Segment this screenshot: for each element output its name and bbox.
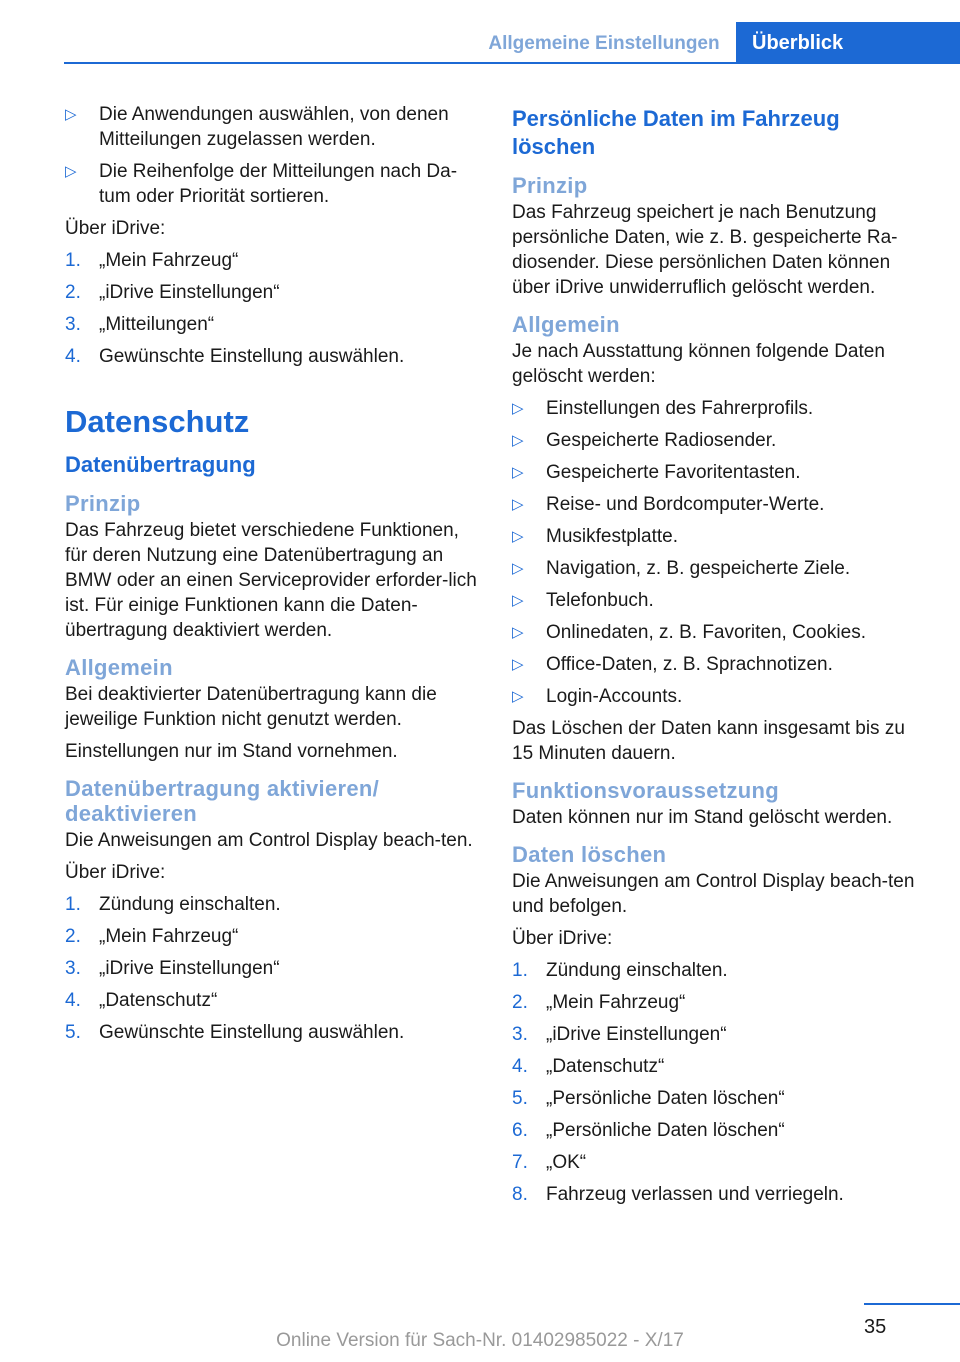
triangle-bullet-icon: ▷ — [512, 432, 524, 449]
header-section-title: Allgemeine Einstellungen — [488, 33, 720, 54]
triangle-bullet-icon: ▷ — [512, 464, 524, 481]
list-item: 1. Zündung einschalten. — [512, 960, 728, 981]
triangle-bullet-icon: ▷ — [512, 528, 524, 545]
footer-rule — [864, 1303, 960, 1305]
list-item: 5. Gewünschte Einstellung auswählen. — [65, 1022, 405, 1043]
prinzip-text: Das Fahrzeug bietet verschiedene Funktionen, für deren Nutzung eine Datenübertragung an BMW oder an einen Serviceprovider erforder-lich ist. Für einige Funktionen kann die Daten-übertragung deaktiviert werden. — [65, 520, 477, 641]
triangle-bullet-icon: ▷ — [512, 400, 524, 417]
heading-prinzip: Prinzip — [512, 173, 588, 198]
idrive-label: Über iDrive: — [65, 218, 166, 239]
list-item: 2. „iDrive Einstellungen“ — [65, 282, 280, 303]
list-item: ▷ Login-Accounts. — [512, 686, 683, 707]
list-item: 2. „Mein Fahrzeug“ — [512, 992, 686, 1013]
list-item: ▷ Telefonbuch. — [512, 590, 654, 611]
list-item: 3. „iDrive Einstellungen“ — [512, 1024, 727, 1045]
heading-toggle-transfer: Datenübertragung aktivieren/ deaktivieren — [65, 776, 380, 826]
subsection-title-datenuebertragung: Datenübertragung — [65, 452, 256, 477]
list-item: 7. „OK“ — [512, 1152, 587, 1173]
heading-allgemein: Allgemein — [512, 312, 620, 337]
list-item: ▷ Gespeicherte Favoritentasten. — [512, 462, 801, 483]
list-item: ▷ Gespeicherte Radiosender. — [512, 430, 777, 451]
list-item: ▷ Musikfestplatte. — [512, 526, 678, 547]
list-item: ▷ Die Anwendungen auswählen, von denen Mitteilungen zugelassen werden. — [65, 104, 449, 150]
triangle-bullet-icon: ▷ — [512, 560, 524, 577]
triangle-bullet-icon: ▷ — [65, 163, 77, 180]
delete-text: Die Anweisungen am Control Display beach-ten und befolgen. — [512, 871, 915, 917]
header-chapter-tab: Überblick — [736, 22, 960, 64]
top-bullet-list — [65, 102, 480, 209]
list-item: 2. „Mein Fahrzeug“ — [65, 926, 239, 947]
list-item: 1. Zündung einschalten. — [65, 894, 281, 915]
idrive-label: Über iDrive: — [65, 862, 166, 883]
list-item: 1. „Mein Fahrzeug“ — [65, 250, 239, 271]
list-item: 4. „Datenschutz“ — [65, 990, 218, 1011]
requirement-text: Daten können nur im Stand gelöscht werden. — [512, 807, 893, 828]
list-item: ▷ Die Reihenfolge der Mitteilungen nach Da-tum oder Priorität sortieren. — [65, 161, 458, 207]
allgemein-text: Bei deaktivierter Datenübertragung kann die jeweilige Funktion nicht genutzt werden. — [65, 684, 437, 730]
allgemein-text: Je nach Ausstattung können folgende Daten gelöscht werden: — [512, 341, 885, 387]
list-item: 8. Fahrzeug verlassen und verriegeln. — [512, 1184, 844, 1205]
toggle-text: Die Anweisungen am Control Display beach-ten. — [65, 830, 473, 851]
list-item: ▷ Navigation, z. B. gespeicherte Ziele. — [512, 558, 851, 579]
subsection-title-delete-personal-data: Persönliche Daten im Fahrzeug löschen — [512, 106, 840, 159]
triangle-bullet-icon: ▷ — [512, 688, 524, 705]
list-item: 6. „Persönliche Daten löschen“ — [512, 1120, 785, 1141]
triangle-bullet-icon: ▷ — [512, 592, 524, 609]
list-item: 3. „iDrive Einstellungen“ — [65, 958, 280, 979]
list-item: 4. Gewünschte Einstellung auswählen. — [65, 346, 405, 367]
list-item: 3. „Mitteilungen“ — [65, 314, 215, 335]
list-item: ▷ Reise- und Bordcomputer-Werte. — [512, 494, 825, 515]
triangle-bullet-icon: ▷ — [512, 496, 524, 513]
triangle-bullet-icon: ▷ — [65, 106, 77, 123]
step-list — [512, 958, 927, 1207]
allgemein-text-2: Einstellungen nur im Stand vornehmen. — [65, 741, 398, 762]
list-item: ▷ Office-Daten, z. B. Sprachnotizen. — [512, 654, 833, 675]
right-column — [512, 102, 927, 1214]
list-item: 4. „Datenschutz“ — [512, 1056, 665, 1077]
triangle-bullet-icon: ▷ — [512, 656, 524, 673]
left-column — [65, 102, 480, 1052]
prinzip-text: Das Fahrzeug speichert je nach Benutzung persönliche Daten, wie z. B. gespeicherte Ra-diosender. Diese persönlichen Daten können über iDrive unwiderruflich gelöscht werden. — [512, 202, 898, 298]
idrive-label: Über iDrive: — [512, 928, 613, 949]
heading-funktionsvoraussetzung: Funktionsvoraussetzung — [512, 778, 779, 803]
heading-prinzip: Prinzip — [65, 491, 141, 516]
list-item: ▷ Onlinedaten, z. B. Favoriten, Cookies. — [512, 622, 866, 643]
step-list — [65, 892, 480, 1045]
duration-text: Das Löschen der Daten kann insgesamt bis zu 15 Minuten dauern. — [512, 718, 905, 764]
section-title-datenschutz: Datenschutz — [65, 404, 250, 439]
list-item: 5. „Persönliche Daten löschen“ — [512, 1088, 785, 1109]
heading-allgemein: Allgemein — [65, 655, 173, 680]
list-item: ▷ Einstellungen des Fahrerprofils. — [512, 398, 814, 419]
footer-note: Online Version für Sach-Nr. 01402985022 - X/17 — [276, 1330, 684, 1351]
step-list — [65, 248, 480, 369]
data-bullet-list — [512, 396, 927, 709]
heading-daten-loeschen: Daten löschen — [512, 842, 667, 867]
triangle-bullet-icon: ▷ — [512, 624, 524, 641]
page-number: 35 — [864, 1316, 887, 1338]
header-rule — [64, 62, 960, 64]
